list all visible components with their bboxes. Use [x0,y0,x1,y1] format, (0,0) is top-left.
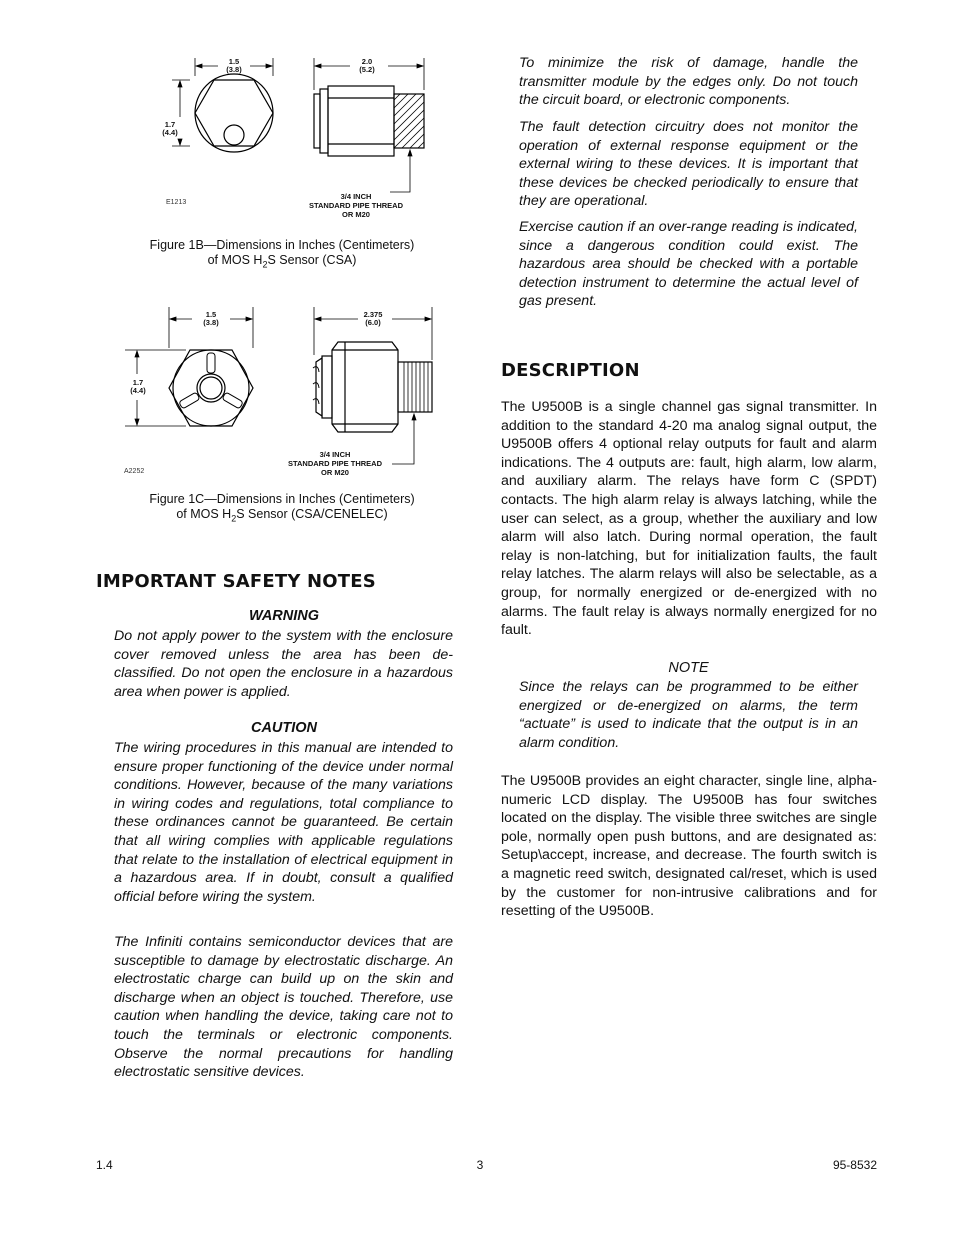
fig1c-width-cm: (3.8) [203,318,219,327]
caution-paragraph-4: The fault detection circuitry does not monitor the operation of external response equipment or the external wiring to these devices. It is important that these devices be checked periodically to ensure that they are operational. [519,119,858,210]
fig1c-thread-line1: 3/4 INCH [319,450,351,459]
fig1b-thread-line3: OR M20 [342,210,370,219]
fig1b-caption-sub: 2 [262,259,268,270]
fig1c-caption-sub: 2 [231,513,237,524]
fig1b-width-cm: (3.8) [226,65,242,74]
warning-heading: WARNING [248,608,320,624]
warning-text: Do not apply power to the system with the enclosure cover removed unless the area has been de-classified. Do not open the enclosure in a hazardous area when power is applied. [114,628,453,700]
fig1c-code: A2252 [124,468,145,475]
fig1c-length-in: 2.375 [363,310,383,319]
fig1b-width-in: 1.5 [228,57,240,66]
caution-paragraph-3: To minimize the risk of damage, handle the transmitter module by the edges only. Do not touch the circuit board, or electronic components. [519,55,858,109]
footer-page-number: 3 [476,1158,484,1172]
fig1b-length-cm: (5.2) [359,65,375,74]
fig1c-caption [112,492,452,527]
fig1c-caption-pre: of MOS H [176,507,232,521]
fig1b-code: E1213 [166,199,187,206]
fig1c-thread-line3: OR M20 [321,468,349,477]
fig1b-length-in: 2.0 [361,57,373,66]
fig1c-width-in: 1.5 [205,310,217,319]
description-title: DESCRIPTION [501,360,640,381]
fig1b-thread-line2: STANDARD PIPE THREAD [308,201,404,210]
caution-heading: CAUTION [250,720,318,736]
fig1b-thread-line1: 3/4 INCH [340,192,372,201]
caution-paragraph-2: The Infiniti contains semiconductor devices that are susceptible to damage by electrostatic discharge. An electrostatic charge can build up on the skin and discharge when an object is touched. Therefore, use caution when handling the device, taking care not to touch the terminals or electronic components. Observe the normal precautions for handling electrostatic sensitive devices. [114,934,453,1081]
fig1b-caption-pre: of MOS H [207,253,263,267]
footer-document-number: 95-8532 [832,1158,877,1172]
fig1b-caption-line1: Figure 1B—Dimensions in Inches (Centimeters) [149,238,415,252]
fig1c-caption-line1: Figure 1C—Dimensions in Inches (Centimeters) [149,492,415,506]
safety-title: IMPORTANT SAFETY NOTES [96,571,376,592]
description-paragraph-2: The U9500B provides an eight character, single line, alpha-numeric LCD display. The U9500B has four switches located on the display. The visible three switches are single pole, normally open push buttons, and are designated as: Setup\accept, increase, and decrease. The fourth switch is a magnetic reed switch, designated cal/reset, which is used by the customer for non-intrusive calibrations and for resetting of the U9500B. [501,773,877,920]
note-text: Since the relays can be programmed to be either energized or de-energized on alarms, the term “actuate” is used to indicate that the output is in an alarm condition. [519,679,858,751]
description-paragraph-1: The U9500B is a single channel gas signal transmitter. In addition to the standard 4-20 ma analog signal output, the U9500B offers 4 optional relay outputs for fault and alarm indications. The 4 outputs are: fault, high alarm, low alarm, and auxiliary alarm. The relays have form C (SPDT) contacts. The high alarm relay is always latching, while the user can select, as a group, whether the auxiliary and low alarm will also latch. During normal operation, the fault relay is non-latching, but for initialization faults, the fault relay latches. The alarm relays will also be selectable, as a group, for normally energized or de-energized with no alarms. The fault relay is always normally energized for no fault. [501,399,877,639]
fig1c-height-cm: (4.4) [130,386,146,395]
fig1c-caption-post: S Sensor (CSA/CENELEC) [236,507,388,521]
footer-revision: 1.4 [96,1158,113,1172]
fig1c-height-in: 1.7 [132,378,144,387]
fig1b-caption-post: S Sensor (CSA) [267,253,357,267]
note-heading: NOTE [668,660,709,676]
fig1c-thread-line2: STANDARD PIPE THREAD [287,459,383,468]
caution-paragraph-1: The wiring procedures in this manual are intended to ensure proper functioning of the device under normal conditions. However, because of the many variations in wiring codes and regulations, total compliance to these ordinances cannot be guaranteed. Be certain that all wiring complies with applicable regulations that relate to the installation of electrical equipment in a hazardous area. If in doubt, consult a qualified official before wiring the system. [114,740,453,905]
caution-paragraph-5: Exercise caution if an over-range reading is indicated, since a dangerous condition could exist. The hazardous area should be checked with a portable detection instrument to determine the actual level of gas present. [519,219,858,310]
fig1b-height-in: 1.7 [164,120,176,129]
fig1b-height-cm: (4.4) [162,128,178,137]
fig1c-length-cm: (6.0) [365,318,381,327]
